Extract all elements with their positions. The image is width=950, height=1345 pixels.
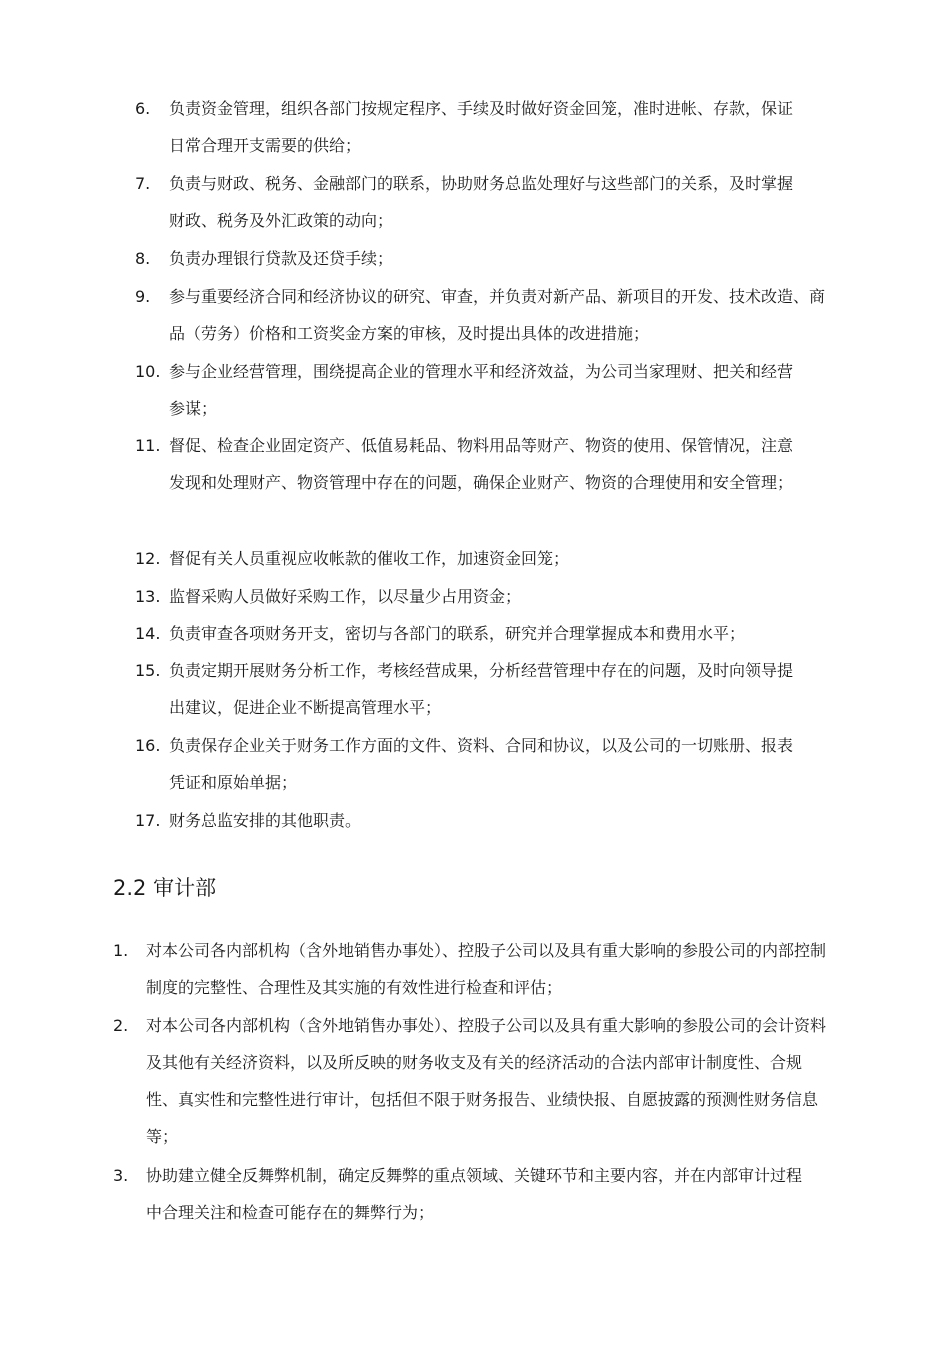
- item-number: 7.: [135, 174, 151, 193]
- list-item: [135, 165, 800, 239]
- list-item: [135, 727, 800, 801]
- item-text: 负责保存企业关于财务工作方面的文件、资料、合同和协议，以及公司的一切账册、报表凭证和原始单据；: [169, 736, 794, 792]
- list-item: [135, 353, 800, 427]
- list-item: [135, 427, 800, 501]
- item-number: 8.: [135, 249, 151, 268]
- list-item: [135, 90, 800, 164]
- list-item: [135, 652, 800, 726]
- item-number: 11.: [135, 436, 161, 455]
- item-text: 负责定期开展财务分析工作，考核经营成果，分析经营管理中存在的问题，及时向领导提出建议，促进企业不断提高管理水平；: [169, 661, 794, 717]
- list-item: [135, 240, 800, 277]
- item-text: 对本公司各内部机构（含外地销售办事处）、控股子公司以及具有重大影响的参股公司的会计资料及其他有关经济资料，以及所反映的财务收支及有关的经济活动的合法内部审计制度性、合规性、真实性和完整性进行审计，包括但不限于财务报告、业绩快报、自愿披露的预测性财务信息等；: [146, 1016, 827, 1146]
- list-item: [113, 1157, 803, 1231]
- item-number: 9.: [135, 287, 151, 306]
- item-number: 3.: [113, 1166, 129, 1185]
- list-item: [135, 615, 825, 652]
- item-number: 6.: [135, 99, 151, 118]
- item-text: 负责办理银行贷款及还贷手续；: [169, 249, 394, 268]
- section-heading-audit: 2.2 审计部: [113, 876, 217, 900]
- item-number: 13.: [135, 587, 161, 606]
- list-item: [135, 578, 800, 615]
- item-text: 协助建立健全反舞弊机制，确定反舞弊的重点领域、关键环节和主要内容，并在内部审计过程中合理关注和检查可能存在的舞弊行为；: [146, 1166, 803, 1222]
- list-item: [135, 540, 800, 577]
- item-number: 2.: [113, 1016, 129, 1035]
- item-number: 14.: [135, 624, 161, 643]
- item-text: 督促、检查企业固定资产、低值易耗品、物料用品等财产、物资的使用、保管情况，注意发现和处理财产、物资管理中存在的问题，确保企业财产、物资的合理使用和安全管理；: [169, 436, 794, 492]
- item-text: 参与重要经济合同和经济协议的研究、审查，并负责对新产品、新项目的开发、技术改造、商品（劳务）价格和工资奖金方案的审核，及时提出具体的改进措施；: [169, 287, 826, 343]
- item-text: 对本公司各内部机构（含外地销售办事处）、控股子公司以及具有重大影响的参股公司的内部控制制度的完整性、合理性及其实施的有效性进行检查和评估；: [146, 941, 827, 997]
- item-number: 17.: [135, 811, 161, 830]
- list-item: [135, 278, 825, 352]
- item-number: 16.: [135, 736, 161, 755]
- item-text: 督促有关人员重视应收帐款的催收工作，加速资金回笼；: [169, 549, 570, 568]
- item-text: 监督采购人员做好采购工作，以尽量少占用资金；: [169, 587, 522, 606]
- list-item: [113, 932, 833, 1006]
- list-item: [135, 802, 800, 839]
- item-number: 1.: [113, 941, 129, 960]
- item-text: 参与企业经营管理，围绕提高企业的管理水平和经济效益，为公司当家理财、把关和经营参谋；: [169, 362, 794, 418]
- item-text: 负责资金管理，组织各部门按规定程序、手续及时做好资金回笼，准时进帐、存款，保证日常合理开支需要的供给；: [169, 99, 794, 155]
- list-item: [113, 1007, 833, 1155]
- item-text: 负责与财政、税务、金融部门的联系，协助财务总监处理好与这些部门的关系，及时掌握财政、税务及外汇政策的动向；: [169, 174, 794, 230]
- item-text: 财务总监安排的其他职责。: [169, 811, 362, 830]
- item-number: 15.: [135, 661, 161, 680]
- item-number: 10.: [135, 362, 161, 381]
- item-text: 负责审查各项财务开支，密切与各部门的联系，研究并合理掌握成本和费用水平；: [169, 624, 746, 643]
- item-number: 12.: [135, 549, 161, 568]
